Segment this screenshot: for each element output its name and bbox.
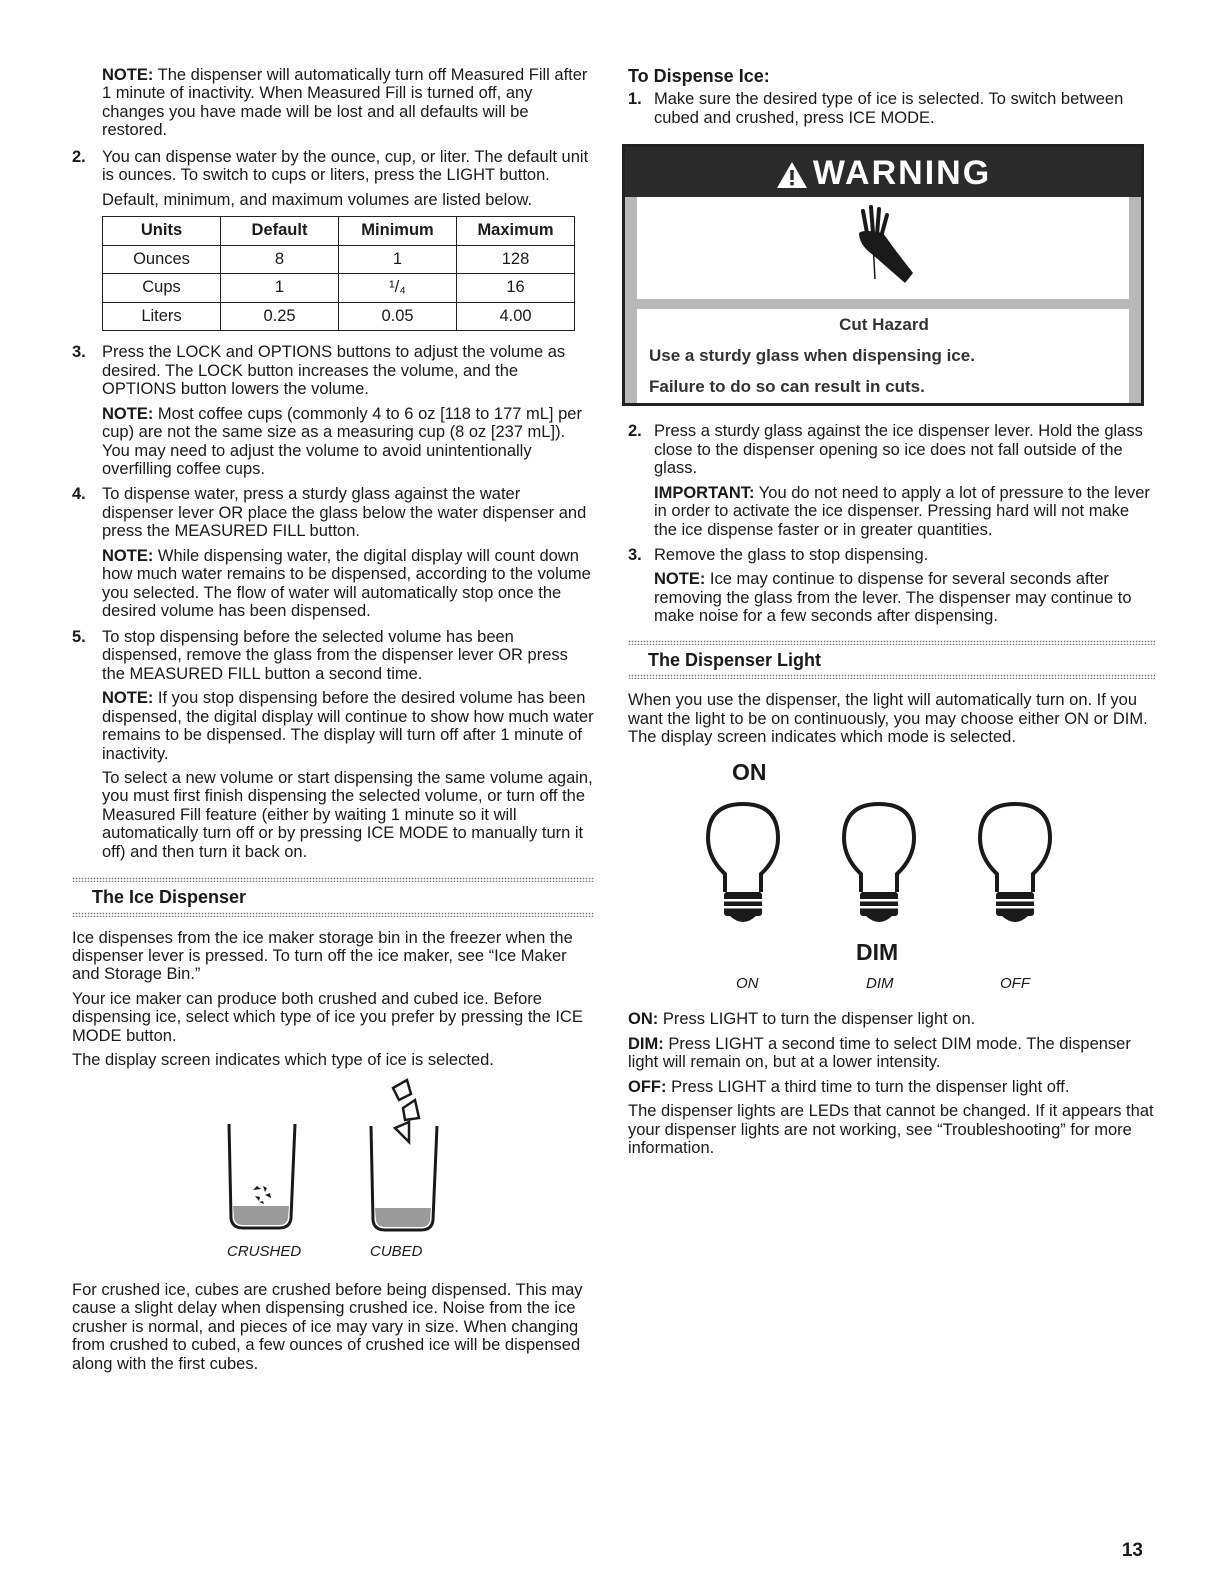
crushed-ice-glass-icon bbox=[217, 1098, 307, 1238]
ice-step-3: 3. Remove the glass to stop dispensing. NOTE: Ice may continue to dispense for several seconds after removing the glass from the lever. The dispenser may continue to make noise for a few seconds after dispensing. bbox=[628, 546, 1155, 626]
bulb-dim-icon bbox=[842, 802, 916, 932]
step-4: 4. To dispense water, press a sturdy glass against the water dispenser lever OR place the glass below the water dispenser and press the MEASURED FILL button. NOTE: While dispensing water, the digital display will count down how much water remains to be dispensed, according to the volume you selected. The flow of water will automatically stop once the desired volume has been dispensed. bbox=[72, 485, 594, 620]
warning-triangle-icon bbox=[775, 160, 809, 190]
table-row bbox=[103, 245, 575, 273]
dotted-rule bbox=[628, 674, 1155, 679]
note: NOTE: Most coffee cups (commonly 4 to 6 oz [118 to 177 mL] per cup) are not the same size as a measuring cup (8 oz [237 mL]). You may need to adjust the volume to avoid unintentionally overfilling coffee cups. bbox=[102, 404, 582, 478]
caption-off: OFF bbox=[1000, 975, 1030, 993]
table-header-row bbox=[103, 217, 575, 245]
mode-off: OFF: Press LIGHT a third time to turn the dispenser light off. bbox=[628, 1077, 1070, 1096]
caption-on: ON bbox=[736, 975, 759, 993]
lamp-label-dim: DIM bbox=[856, 939, 899, 966]
table-header: Maximum bbox=[457, 217, 575, 245]
warning-text bbox=[625, 309, 1141, 403]
table-cell: 1 bbox=[221, 274, 339, 302]
table-header: Minimum bbox=[339, 217, 457, 245]
cubed-ice-glass-icon bbox=[357, 1076, 457, 1241]
cut-hazard-warning bbox=[622, 144, 1144, 406]
cut-hand-icon bbox=[843, 203, 923, 293]
mode-on: ON: Press LIGHT to turn the dispenser light on. bbox=[628, 1010, 976, 1029]
note: NOTE: While dispensing water, the digital display will count down how much water remains to be dispensed, according to the volume you selected. The flow of water will automatically stop once the desired volume has been dispensed. bbox=[102, 546, 591, 621]
table-cell: 0.05 bbox=[339, 302, 457, 330]
dispenser-light-heading bbox=[628, 640, 1155, 679]
warning-banner: WARNING bbox=[625, 147, 1141, 197]
note: NOTE: If you stop dispensing before the desired volume has been dispensed, the digital display will continue to show how much water remains to be dispensed. The display will turn off after 1 minute of inactivity. bbox=[102, 689, 594, 763]
mode-dim: DIM: Press LIGHT a second time to select DIM mode. The dispenser light will remain on, but at a lower intensity. bbox=[628, 1034, 1131, 1072]
table-cell: 16 bbox=[457, 274, 575, 302]
ice-type-figure bbox=[72, 1076, 594, 1261]
caption-dim: DIM bbox=[866, 975, 894, 993]
table-cell: 0.25 bbox=[221, 302, 339, 330]
table-row bbox=[103, 302, 575, 330]
volume-table bbox=[102, 216, 575, 331]
note: NOTE: Ice may continue to dispense for several seconds after removing the glass from the lever. The dispenser may continue to make noise for a few seconds after dispensing. bbox=[654, 570, 1132, 626]
table-cell: Cups bbox=[103, 274, 221, 302]
caption-crushed: CRUSHED bbox=[227, 1242, 302, 1260]
step-3: 3. Press the LOCK and OPTIONS buttons to adjust the volume as desired. The LOCK button increases the volume, and the OPTIONS button lowers the volume. NOTE: Most coffee cups (commonly 4 to 6 oz [118 to 177 mL] per cup) are not the same size as a measuring cup (8 oz [237 mL]). You may need to adjust the volume to avoid unintentionally overfilling coffee cups. bbox=[72, 343, 594, 478]
table-cell: Ounces bbox=[103, 245, 221, 273]
ice-step-2: 2. Press a sturdy glass against the ice dispenser lever. Hold the glass close to the dispenser opening so ice does not fall outside of the glass. IMPORTANT: You do not need to apply a lot of pressure to the lever in order to activate the ice dispenser. Pressing hard will not make the ice dispense faster or in greater quantities. bbox=[628, 422, 1155, 539]
hazard-line-1: Use a sturdy glass when dispensing ice. bbox=[649, 346, 975, 366]
table-row bbox=[103, 274, 575, 302]
dispense-ice-heading: To Dispense Ice: bbox=[628, 66, 770, 86]
ice-dispenser-heading bbox=[72, 877, 594, 916]
step-2: 2. You can dispense water by the ounce, cup, or liter. The default unit is ounces. To switch to cups or liters, press the LIGHT button. Default, minimum, and maximum volumes are listed below. bbox=[72, 147, 589, 209]
ice-step-1: 1. Make sure the desired type of ice is selected. To switch between cubed and crushed, press ICE MODE. bbox=[628, 90, 1124, 127]
step-5: 5. To stop dispensing before the selected volume has been dispensed, remove the glass from the dispenser lever OR press the MEASURED FILL button a second time. NOTE: If you stop dispensing before the desired volume has been dispensed, the digital display will continue to show how much water remains to be dispensed. The display will turn off after 1 minute of inactivity. To select a new volume or start dispensing the same volume again, you must first finish dispensing the selected volume, or turn off the Measured Fill feature (either by waiting 1 minute so it will automatically turn off or by pressing ICE MODE to manually turn it off) and then turn it back on. bbox=[72, 627, 594, 861]
caption-cubed: CUBED bbox=[370, 1242, 423, 1260]
table-cell: 1 bbox=[339, 245, 457, 273]
page-number: 13 bbox=[1121, 1540, 1143, 1561]
bulb-on-icon bbox=[706, 802, 780, 932]
dotted-rule bbox=[72, 912, 594, 917]
table-cell: Liters bbox=[103, 302, 221, 330]
left-column: NOTE: The dispenser will automatically turn off Measured Fill after 1 minute of inactivity. When Measured Fill is turned off, any changes you have made will be lost and all defaults will be restored. 2. You can dispense water by the ounce, cup, or liter. The default unit is ounces. To switch to cups or liters, press the LIGHT button. Default, minimum, and maximum volumes are listed below. Units Default Minimum Maximum Ounces 8 1 128 Cups 1 ¹/₄ 16 Liters 0.25 0.05 4.00 3. Press the LOCK and OPTIONS buttons to adjust the volume as desired. The LOCK button increases the volume, and the OPTIONS button lowers the volume. NOTE: Most coffee cups (commonly 4 to 6 oz [118 to 177 mL] per cup) are not the same size as a measuring cup (8 oz [237 mL]). You may need to adjust the volume to avoid unintentionally overfilling coffee cups. 4. To dispense water, press a sturdy glass against the water dispenser lever OR place the glass below the water dispenser and press the MEASURED FILL button. NOTE: While dispensing water, the digital display will count down how much water remains to be dispensed, according to the volume you selected. The flow of water will automatically stop once the desired volume has been dispensed. 5. To stop dispensing before the selected volume has been dispensed, remove the glass from the dispenser lever OR press the MEASURED FILL button a second time. NOTE: If you stop dispensing before the desired volume has been dispensed, the digital display will continue to show how much water remains to be dispensed. The display will turn off after 1 minute of inactivity. To select a new volume or start dispensing the same volume again, you must first finish dispensing the selected volume, or turn off the Measured Fill feature (either by waiting 1 minute so it will automatically turn off or by pressing ICE MODE to manually turn it off) and then turn it back on. The Ice Dispenser Ice dispenses from the ice maker storage bin in the freezer when the dispenser lever is pressed. To turn off the ice maker, see “Ice Maker and Storage Bin.” Your ice maker can produce both crushed and cubed ice. Before dispensing ice, select which type of ice you prefer by pressing the ICE MODE button. The display screen indicates which type of ice is selected. CRUSHED CUBED For crushed ice, cubes are crushed before being dispensed. This may cause a slight delay when dispensing crushed ice. Noise from the ice crusher is normal, and pieces of ice may vary in size. When changing from crushed to cubed, a few ounces of crushed ice will be dispensed along with the first cubes. bbox=[72, 66, 594, 1373]
right-column: To Dispense Ice: 1. Make sure the desired type of ice is selected. To switch between cubed and crushed, press ICE MODE. WARNING Cut Hazard Use a sturdy glass when dispensing ice. Failure to do so can result in cuts. 2. Press a sturdy glass against the ice dispenser lever. Hold the glass close to the dispenser opening so ice does not fall outside of the glass. IMPORTANT: You do not need to apply a lot of pressure to the lever in order to activate the ice dispenser. Pressing hard will not make the ice dispense faster or in greater quantities. 3. Remove the glass to stop dispensing. NOTE: Ice may continue to dispense for several seconds after removing the glass from the lever. The dispenser may continue to make noise for a few seconds after dispensing. The Dispenser Light When you use the dispenser, the light will automatically turn on. If you want the light to be on continuously, you may choose either ON or DIM. The display screen indicates which mode is selected. ON DIM ON DIM OFF ON: Press LIGHT to turn the dispenser light on. DIM: Press LIGHT a second time to select DIM mode. The dispenser light will remain on, but at a lower intensity. OFF: Press LIGHT a third time to turn the dispenser light off. The dispenser lights are LEDs that cannot be changed. If it appears that your dispenser lights are not working, see “Troubleshooting” for more information. bbox=[628, 66, 1155, 1164]
lamp-label-on: ON bbox=[732, 759, 767, 786]
table-cell: 8 bbox=[221, 245, 339, 273]
table-header: Default bbox=[221, 217, 339, 245]
table-cell: ¹/₄ bbox=[339, 274, 457, 302]
warning-icon-area bbox=[625, 197, 1141, 299]
hazard-title: Cut Hazard bbox=[839, 315, 929, 335]
table-cell: 4.00 bbox=[457, 302, 575, 330]
hazard-line-2: Failure to do so can result in cuts. bbox=[649, 377, 925, 397]
section-title: The Dispenser Light bbox=[648, 649, 822, 670]
important-note: IMPORTANT: You do not need to apply a lot of pressure to the lever in order to activate the ice dispenser. Pressing hard will not make the ice dispense faster or in greater quantities. bbox=[654, 483, 1150, 539]
table-header: Units bbox=[103, 217, 221, 245]
table-cell: 128 bbox=[457, 245, 575, 273]
note-measured-fill: NOTE: The dispenser will automatically turn off Measured Fill after 1 minute of inactivity. When Measured Fill is turned off, any changes you have made will be lost and all defaults will be restored. bbox=[102, 66, 588, 140]
section-title: The Ice Dispenser bbox=[92, 887, 247, 908]
light-mode-figure bbox=[628, 754, 1155, 1002]
bulb-off-icon bbox=[978, 802, 1052, 932]
